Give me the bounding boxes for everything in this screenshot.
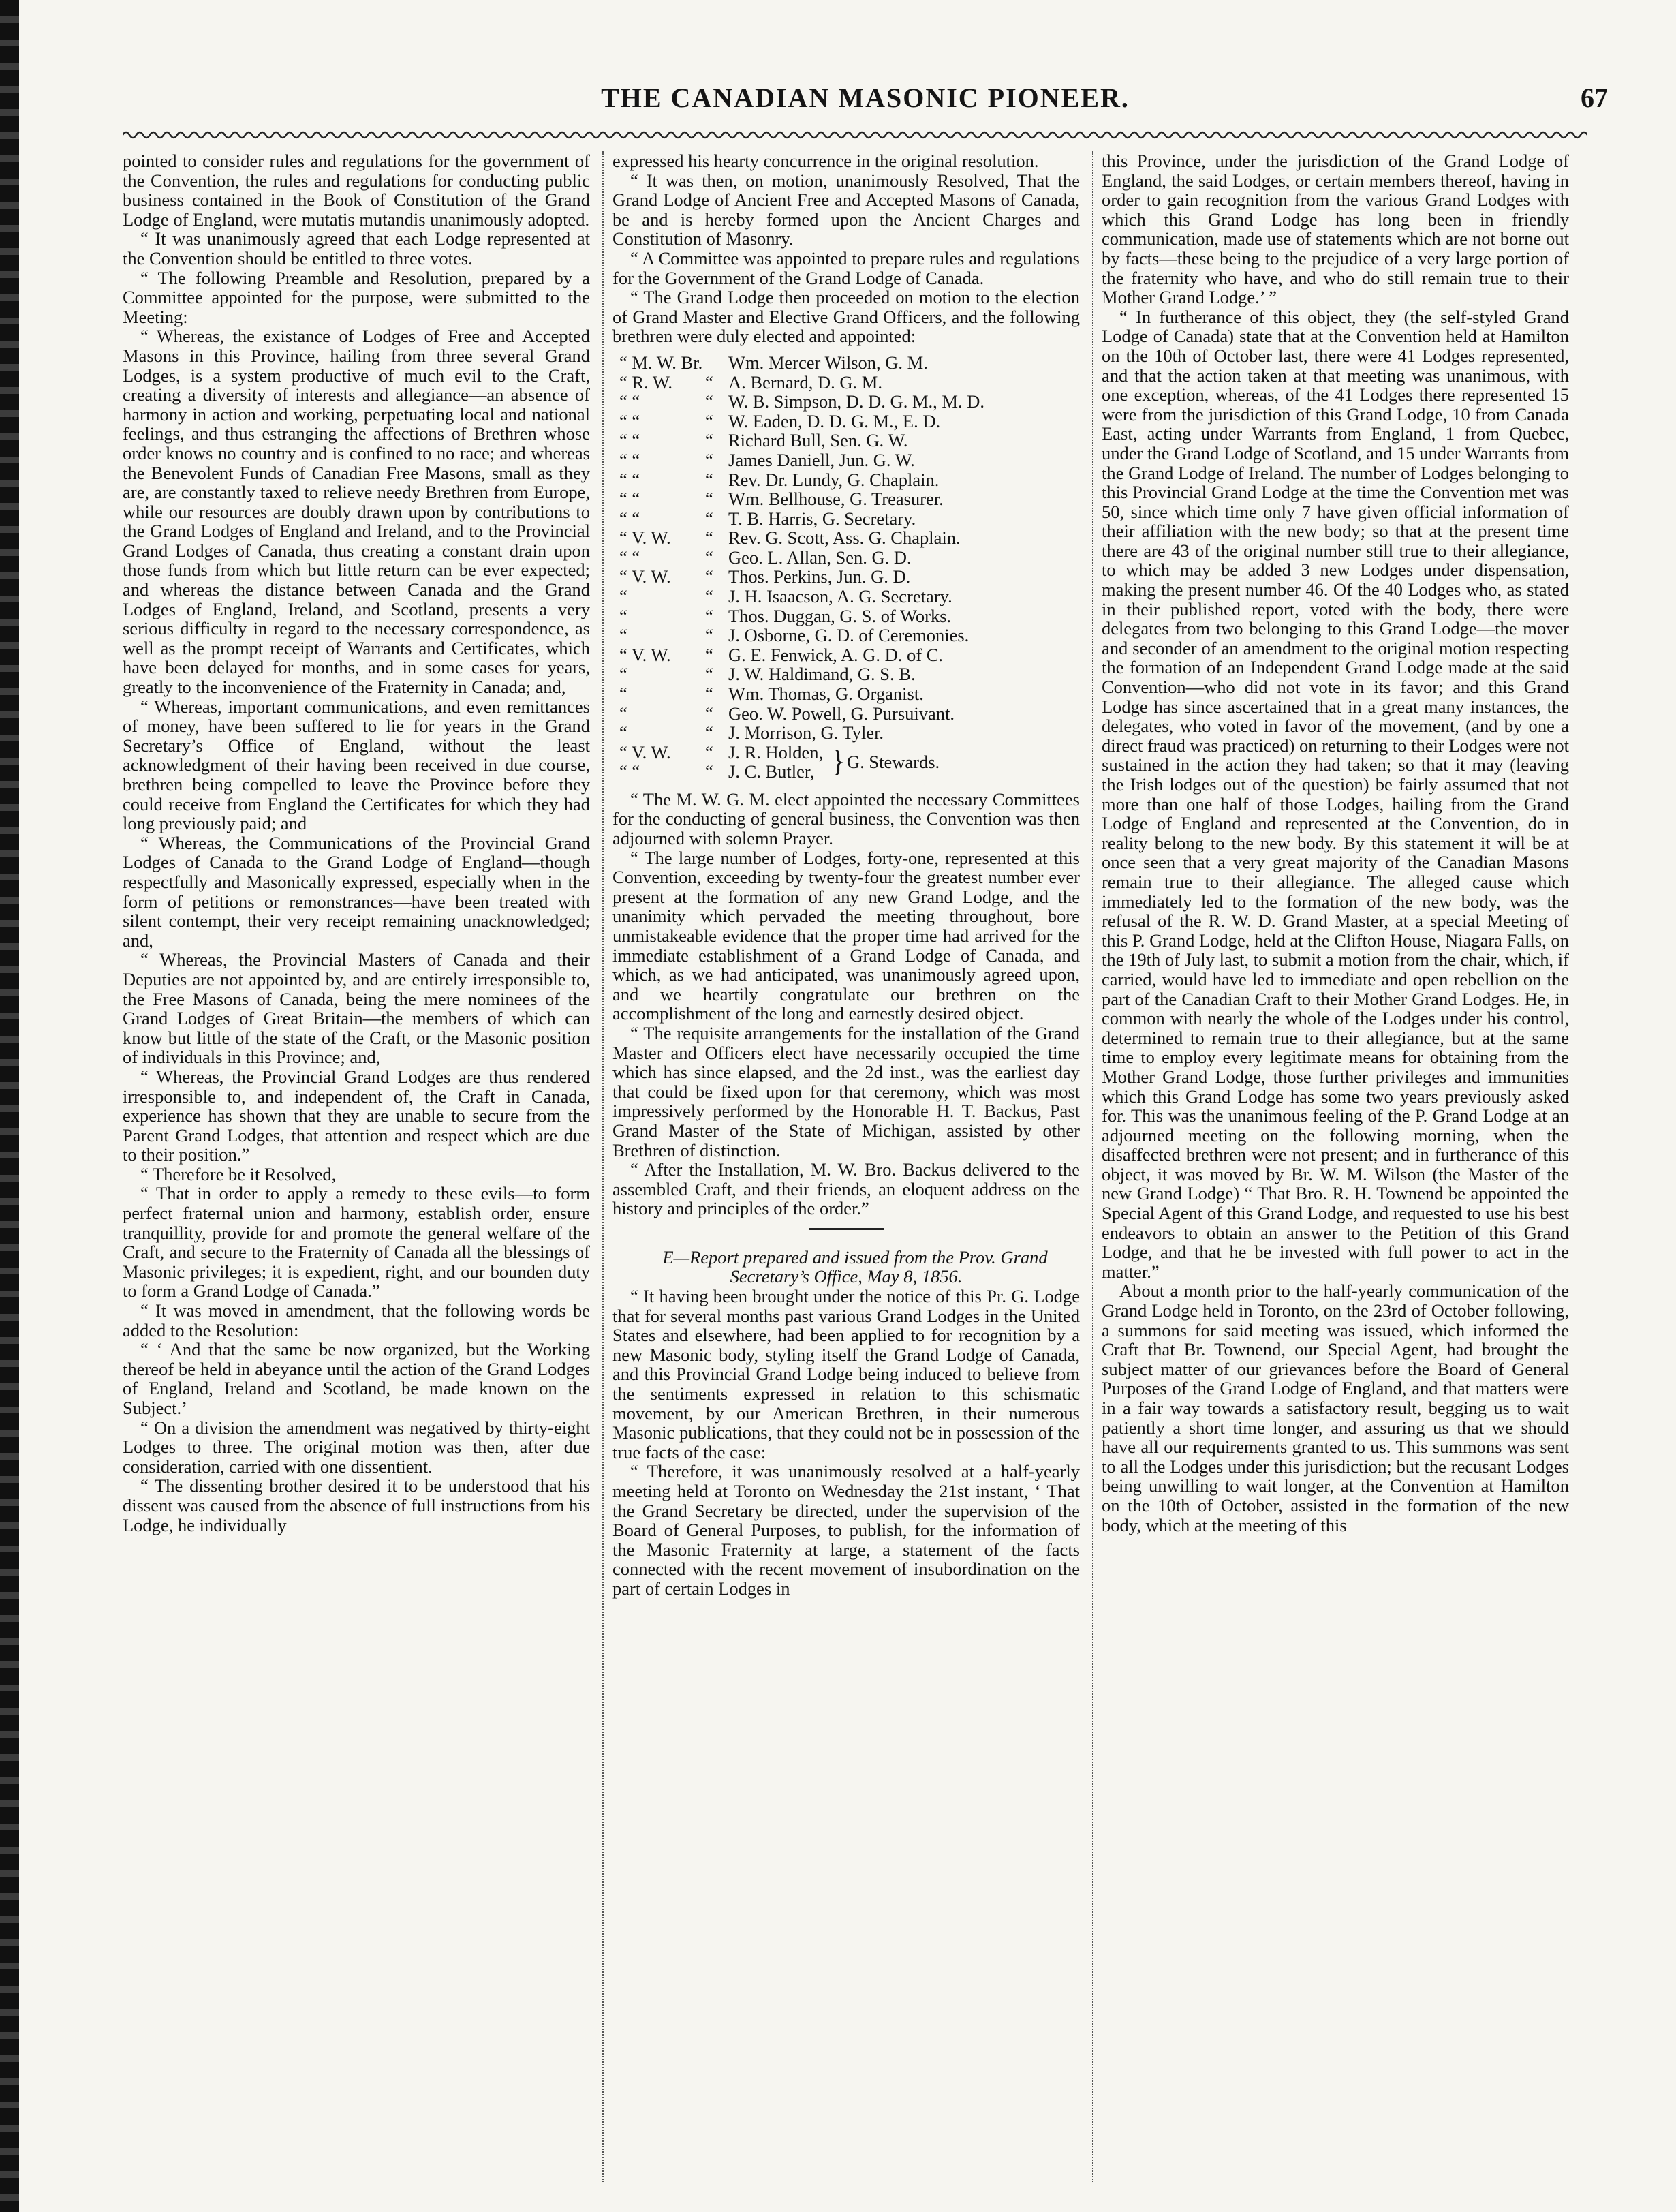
officer-name: James Daniell, Jun. G. W.	[728, 449, 915, 470]
officer-rank: “ V. W.	[619, 644, 671, 665]
page-number: 67	[1581, 82, 1608, 113]
officer-name: Thos. Duggan, G. S. of Works.	[728, 605, 952, 626]
officer-name: Wm. Mercer Wilson, G. M.	[728, 352, 928, 373]
steward-rank: “ V. W.	[619, 741, 671, 763]
paragraph: “ After the Installation, M. W. Bro. Backus delivered to the assembled Craft, and their friends, an eloquent address on the history and principles of the order.”	[612, 1159, 1080, 1219]
steward-rank: “ “	[619, 761, 640, 782]
officer-rank: “ “	[619, 508, 640, 529]
paragraph: “ Whereas, the existance of Lodges of Free and Accepted Masons in this Province, hailing from three several Grand Lodges, is a system productive of much evil to the Craft, creating a diversity of interests and allegiance—an absence of harmony in action and working, perpetuating local and national feelings, and thus estranging the affections of Brethren whose order knows no country and is confined to no race; and whereas the Benevolent Funds of Canadian Free Masons, small as they are, are constantly taxed to relieve needy Brethren from Europe, while our resources are doubly drawn upon by contributions to the Grand Lodges of England and Ireland, and to the Provincial Grand Lodges of Canada, thus creating a constant drain upon those funds from which but little return can be ever expected; and whereas the distance between Canada and the Grand Lodges of England, Ireland, and Scotland, presents a very serious difficulty in regard to the necessary correspondence, as well as the prompt receipt of Warrants and Certificates, which have been delayed for months, and in some cases for years, greatly to the inconvenience of the Fraternity in Canada; and,	[123, 326, 590, 698]
officer-row	[619, 509, 1080, 529]
officer-q: “	[705, 508, 713, 529]
officer-name: Wm. Bellhouse, G. Treasurer.	[728, 489, 944, 510]
officer-name: J. W. Haldimand, G. S. B.	[728, 664, 916, 685]
officer-q: “	[705, 703, 713, 724]
officer-rank: “ “	[619, 410, 640, 431]
running-title: THE CANADIAN MASONIC PIONEER.	[601, 82, 1130, 113]
officer-name: G. E. Fenwick, A. G. D. of C.	[728, 644, 944, 665]
officer-rank: “ “	[619, 469, 640, 490]
officer-rank: “ “	[619, 430, 640, 451]
officer-row	[619, 470, 1080, 490]
officer-q: “	[705, 489, 713, 510]
officer-q: “	[705, 391, 713, 412]
paragraph: “ The dissenting brother desired it to be understood that his dissent was caused from the absence of full instructions from his Lodge, he individually	[123, 1475, 590, 1535]
column-rule	[1092, 151, 1093, 2182]
paragraph: “ In furtherance of this object, they (the self-styled Grand Lodge of Canada) state that at the Convention held at Hamilton on the 10th of October last, there were 41 Lodges represented, and that the action taken at that meeting was unanimous, with one exception, whereas, of the 41 Lodges there represented 15 were from the jurisdiction of this Grand Lodge, 10 from Canada East, acting under Warrants from England, 1 from Quebec, under the Grand Lodge of Scotland, and 15 under Warrants from the Grand Lodge of Ireland. The number of Lodges belonging to this Provincial Grand Lodge at the time the Convention met was 50, since which time only 7 have given official information of their affiliation with the new body; so that at the present time there are 43 of the original number still true to their allegiance, to which may be added 3 new Lodges under dispensation, making the present number 46. Of the 40 Lodges who, as stated in their published report, voted with the body, there were delegates from two belonging to this Grand Lodge—the mover and seconder of an amendment to the original motion respecting the formation of an Independent Grand Lodge made at the said Convention—who did not vote in its favor; and this Grand Lodge has since ascertained that in a great many instances, the delegates, who voted in favor of the movement, (and by one a direct fraud was practiced) on returning to their Lodges were not sustained in the action they had taken; so that it may (leaving the Irish lodges out of the question) be fairly assumed that not more than one half of those Lodges, hailing from the Grand Lodge of England and represented at the Convention, do in reality belong to the new body. By this statement it will be at once seen that a very great majority of the Canadian Masons remain true to their allegiance. The alleged cause which immediately led to the formation of the new body, was the refusal of the R. W. D. Grand Master, at a special Meeting of this P. Grand Lodge, held at the Clifton House, Niagara Falls, on the 19th of July last, to submit a motion from the chair, which, if carried, would have led to immediate and open rebellion on the part of the Canadian Craft to their Mother Grand Lodges. He, in common with nearly the whole of the Lodges under his control, determined to remain true to their allegiance, but at the same time to employ every legitimate means for obtaining from the Mother Grand Lodge, those further privileges and immunities which this Grand Lodge has some two years previously asked for. This was the unanimous feeling of the P. Grand Lodge at an adjourned meeting on the following morning, when the disaffected brethren were not present; and in furtherance of this object, it was moved by Br. W. M. Wilson (the Master of the new Grand Lodge) “ That Bro. R. H. Townend be appointed the Special Agent of this Grand Lodge, and requested to use his best endeavors to obtain an answer to the Petition of this Grand Lodge, and that he be invested with full power to act in the matter.”	[1102, 306, 1569, 1282]
officer-rank: “	[619, 664, 627, 685]
officer-rank: “ “	[619, 391, 640, 412]
stewards-group	[619, 743, 1080, 782]
column-2-proceedings	[612, 790, 1080, 1218]
officer-row	[619, 606, 1080, 626]
officer-name: T. B. Harris, G. Secretary.	[728, 508, 916, 529]
officer-q: “	[705, 625, 713, 646]
officer-q: “	[705, 469, 713, 490]
section-separator	[809, 1228, 884, 1230]
officer-row	[619, 431, 1080, 450]
officer-row	[619, 548, 1080, 568]
paragraph: “ Therefore, it was unanimously resolved at a half-yearly meeting held at Toronto on Wednesday the 21st instant, ‘ That the Grand Secretary be directed, under the supervision of the Board of General Purposes, to publish, for the information of the Masonic Fraternity at large, a statement of the facts connected with the recent movement of insubordination on the part of certain Lodges in	[612, 1461, 1080, 1599]
officer-rank: “ V. W.	[619, 566, 671, 587]
officer-row	[619, 450, 1080, 470]
binding-strip	[0, 0, 19, 2212]
officer-rank: “	[619, 625, 627, 646]
officer-row	[619, 664, 1080, 684]
officer-name: Richard Bull, Sen. G. W.	[728, 430, 908, 451]
paragraph: “ It was moved in amendment, that the following words be added to the Resolution:	[123, 1300, 590, 1340]
paragraph: “ A Committee was appointed to prepare rules and regulations for the Government of the Grand Lodge of Canada.	[612, 247, 1080, 288]
officer-rank: “ “	[619, 449, 640, 470]
officer-name: Thos. Perkins, Jun. G. D.	[728, 566, 911, 587]
officer-rank: “	[619, 703, 627, 724]
officer-row	[619, 704, 1080, 724]
column-1	[123, 151, 590, 2189]
steward-name: J. C. Butler,	[728, 761, 815, 782]
paragraph: “ It having been brought under the notice of this Pr. G. Lodge that for several months past various Grand Lodges in the United States and elsewhere, had been applied to for recognition by a new Masonic body, styling itself the Grand Lodge of Canada, and this Provincial Grand Lodge being induced to believe from the sentiments expressed in relation to this schismatic movement, by our American Brethren, in their numerous Masonic publications, that they could not be in possession of the true facts of the case:	[612, 1286, 1080, 1462]
officer-q: “	[705, 430, 713, 451]
officer-rank: “	[619, 722, 627, 743]
paragraph: “ The Grand Lodge then proceeded on motion to the election of Grand Master and Elective Grand Officers, and the following brethren were duly elected and appointed:	[612, 287, 1080, 347]
officer-row	[619, 373, 1080, 393]
officer-name: A. Bernard, D. G. M.	[728, 371, 882, 393]
stewards-label: G. Stewards.	[847, 751, 940, 772]
paragraph: this Province, under the jurisdiction of the Grand Lodge of England, the said Lodges, or certain members thereof, having in order to gain recognition from the various Grand Lodges with which this Grand Lodge has long been in friendly communication, made use of statements which are not borne out by facts—these being to the prejudice of a very large portion of the fraternity who have, and who do still remain true to their Mother Grand Lodge.’ ”	[1102, 151, 1569, 308]
officer-rank: “ V. W.	[619, 527, 671, 549]
officer-name: J. Osborne, G. D. of Ceremonies.	[728, 625, 969, 646]
paragraph: “ The large number of Lodges, forty-one, represented at this Convention, exceeding by twenty-four the greatest number ever present at the formation of any new Grand Lodge, and the unanimity which pervaded the meeting throughout, bore unmistakeable evidence that the proper time had arrived for the immediate establishment of a Grand Lodge of Canada, and which, as we had anticipated, was unanimously agreed upon, and we heartily congratulate our brethren on the accomplishment of the long and earnestly desired object.	[612, 847, 1080, 1024]
officer-rank: “ “	[619, 489, 640, 510]
officer-name: Geo. W. Powell, G. Pursuivant.	[728, 703, 955, 724]
officer-row	[619, 567, 1080, 587]
officer-rank: “	[619, 605, 627, 626]
paragraph: “ That in order to apply a remedy to these evils—to form perfect fraternal union and harmony, establish order, ensure tranquillity, provide for and promote the general welfare of the Craft, and secure to the Fraternity of Canada all the blessings of Masonic privileges; it is expedient, right, and our bounden duty to form a Grand Lodge of Canada.”	[123, 1183, 590, 1302]
officer-name: Geo. L. Allan, Sen. G. D.	[728, 547, 912, 568]
header-wave-rule	[123, 127, 1587, 143]
officer-row	[619, 528, 1080, 548]
officer-row	[619, 723, 1080, 743]
paragraph: expressed his hearty concurrence in the original resolution.	[612, 151, 1039, 171]
officer-row	[619, 645, 1080, 665]
officer-name: Rev. G. Scott, Ass. G. Chaplain.	[728, 527, 961, 549]
column-2-intro	[612, 151, 1080, 346]
officer-q: “	[705, 566, 713, 587]
paragraph: “ Therefore be it Resolved,	[140, 1163, 337, 1184]
paragraph: “ Whereas, the Provincial Masters of Canada and their Deputies are not appointed by, and are entirely irresponsible to, the Free Masons of Canada, being the mere nominees of the Grand Lodges of Great Britain—the members of which can know but little of the state of the Craft, or the Masonic position of individuals in this Province; and,	[123, 949, 590, 1068]
officer-name: W. Eaden, D. D. G. M., E. D.	[728, 410, 941, 431]
officer-rank: “	[619, 586, 627, 607]
brace-glyph: }	[831, 743, 846, 778]
paragraph: “ ‘ And that the same be now organized, but the Working thereof be held in abeyance until the action of the Grand Lodges of England, Ireland and Scotland, be made known on the Subject.’	[123, 1339, 590, 1418]
paragraph: “ It was then, on motion, unanimously Resolved, That the Grand Lodge of Ancient Free and Accepted Masons of Canada, be and is hereby formed upon the Ancient Charges and Constitution of Masonry.	[612, 170, 1080, 249]
paragraph: “ Whereas, the Provincial Grand Lodges are thus rendered irresponsible to, and independent of, the Craft in Canada, experience has shown that they are unable to secure from the Parent Grand Lodges, that attention and respect which are due to their position.”	[123, 1066, 590, 1165]
column-2-report	[612, 1287, 1080, 1599]
page-header	[123, 82, 1608, 123]
officer-q: “	[705, 449, 713, 470]
paragraph: “ It was unanimously agreed that each Lodge represented at the Convention should be entitled to three votes.	[123, 228, 590, 268]
paragraph: “ The following Preamble and Resolution, prepared by a Committee appointed for the purpose, were submitted to the Meeting:	[123, 267, 590, 327]
officer-q	[705, 353, 728, 373]
officer-rank: “ “	[619, 547, 640, 568]
officer-q: “	[705, 664, 713, 685]
officer-row	[619, 412, 1080, 431]
officer-rank: “ M. W. Br.	[619, 352, 703, 373]
officer-name: J. Morrison, G. Tyler.	[728, 722, 884, 743]
report-heading: E—Report prepared and issued from the Prov. Grand Secretary’s Office, May 8, 1856.	[662, 1246, 1048, 1287]
paragraph: “ The M. W. G. M. elect appointed the necessary Committees for the conducting of general business, the Convention was then adjourned with solemn Prayer.	[612, 788, 1080, 848]
paragraph: “ The requisite arrangements for the installation of the Grand Master and Officers elect have necessarily occupied the time which has since elapsed, and the 2d inst., was the earliest day that could be fixed upon for that ceremony, which was most impressively performed by the Honorable H. T. Backus, Past Grand Master of the State of Michigan, assisted by other Brethren of distinction.	[612, 1022, 1080, 1161]
officer-row	[619, 489, 1080, 509]
officers-list	[619, 353, 1080, 782]
officer-q: “	[705, 683, 713, 705]
officer-rank: “ R. W.	[619, 371, 673, 393]
column-rule	[602, 151, 604, 2182]
column-2	[612, 151, 1080, 2189]
paragraph: pointed to consider rules and regulations for the government of the Convention, the rules and regulations for conducting public business contained in the Book of Constitution of the Grand Lodge of England, were mutatis mutandis unanimously adopted.	[123, 151, 590, 230]
officer-row	[619, 587, 1080, 606]
officer-name: J. H. Isaacson, A. G. Secretary.	[728, 586, 952, 607]
steward-q: “	[705, 761, 713, 782]
officer-q: “	[705, 547, 713, 568]
officer-q: “	[705, 722, 713, 743]
officer-name: Wm. Thomas, G. Organist.	[728, 683, 924, 705]
officer-q: “	[705, 410, 713, 431]
officer-row	[619, 392, 1080, 412]
officer-q: “	[705, 586, 713, 607]
paragraph: “ Whereas, important communications, and even remittances of money, have been suffered to lie for years in the Grand Secretary’s Office of England, without the least acknowledgment of their having been received in due course, brethren being compelled to leave the Province before they could receive from England the Certificates for which they had long previously paid; and	[123, 696, 590, 834]
paragraph: About a month prior to the half-yearly communication of the Grand Lodge held in Toronto, on the 23rd of October following, a summons for said meeting was issued, which informed the Craft that Br. Townend, our Special Agent, had brought the subject matter of our grievances before the Board of General Purposes of the Grand Lodge of England, and that matters were in a fair way towards a satisfactory result, begging us to wait patiently a short time longer, and assuring us that we should have all our requirements granted to us. This summons was sent to all the Lodges under this jurisdiction; but the recusant Lodges being unwilling to wait longer, at the Convention at Hamilton on the 10th of October, assisted in the formation of the new body, which at the meeting of this	[1102, 1280, 1569, 1535]
paragraph: “ Whereas, the Communications of the Provincial Grand Lodges of Canada to the Grand Lodge of England—though respectfully and Masonically expressed, especially when in the form of petitions or remonstrances—have been treated with silent contempt, their very receipt remaining unacknowledged; and,	[123, 832, 590, 951]
officer-q: “	[705, 644, 713, 665]
officer-name: W. B. Simpson, D. D. G. M., M. D.	[728, 391, 984, 412]
officer-q: “	[705, 605, 713, 626]
officer-rank: “	[619, 683, 627, 705]
officer-q: “	[705, 527, 713, 549]
officer-row	[619, 353, 1080, 373]
officer-row	[619, 626, 1080, 645]
steward-q: “	[705, 741, 713, 763]
column-3	[1102, 151, 1569, 2189]
paragraph: “ On a division the amendment was negatived by thirty-eight Lodges to three. The original motion was then, after due consideration, carried with one dissentient.	[123, 1417, 590, 1477]
officer-q: “	[705, 371, 713, 393]
steward-name: J. R. Holden,	[728, 741, 824, 763]
officer-name: Rev. Dr. Lundy, G. Chaplain.	[728, 469, 940, 490]
officer-row	[619, 684, 1080, 704]
